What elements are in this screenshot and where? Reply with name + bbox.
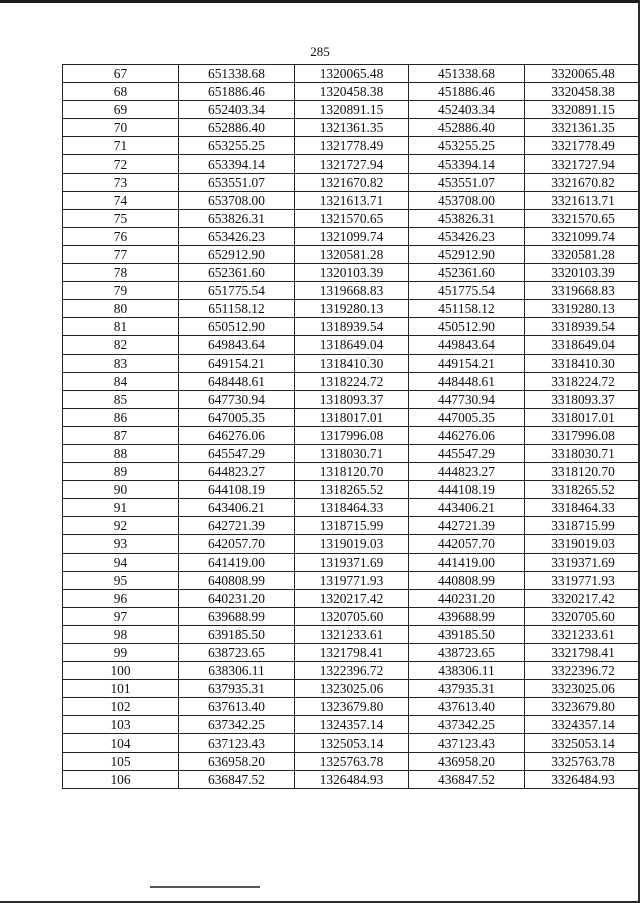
cell-x-coordinate: 639688.99 (179, 607, 295, 625)
cell-point-number: 80 (63, 300, 179, 318)
cell-point-number: 75 (63, 209, 179, 227)
cell-y-coordinate-alt: 3318093.37 (525, 390, 640, 408)
cell-x-coordinate: 651775.54 (179, 282, 295, 300)
cell-x-coordinate-alt: 451338.68 (409, 65, 525, 83)
cell-x-coordinate: 641419.00 (179, 553, 295, 571)
cell-x-coordinate-alt: 451158.12 (409, 300, 525, 318)
cell-y-coordinate-alt: 3324357.14 (525, 716, 640, 734)
cell-x-coordinate-alt: 438723.65 (409, 644, 525, 662)
table-row (63, 644, 640, 662)
cell-point-number: 81 (63, 318, 179, 336)
cell-y-coordinate-alt: 3320217.42 (525, 589, 640, 607)
cell-y-coordinate-alt: 3318715.99 (525, 517, 640, 535)
cell-y-coordinate: 1321778.49 (295, 137, 409, 155)
cell-y-coordinate-alt: 3318464.33 (525, 499, 640, 517)
cell-point-number: 84 (63, 372, 179, 390)
cell-x-coordinate: 640231.20 (179, 589, 295, 607)
cell-x-coordinate: 646276.06 (179, 426, 295, 444)
cell-x-coordinate: 644108.19 (179, 481, 295, 499)
table-row (63, 264, 640, 282)
table-row (63, 191, 640, 209)
cell-y-coordinate-alt: 3319771.93 (525, 571, 640, 589)
cell-x-coordinate-alt: 442721.39 (409, 517, 525, 535)
cell-y-coordinate: 1326484.93 (295, 770, 409, 788)
table-row (63, 752, 640, 770)
cell-x-coordinate-alt: 452403.34 (409, 101, 525, 119)
cell-x-coordinate-alt: 438306.11 (409, 662, 525, 680)
table-row (63, 571, 640, 589)
cell-x-coordinate: 643406.21 (179, 499, 295, 517)
cell-point-number: 96 (63, 589, 179, 607)
cell-x-coordinate: 652403.34 (179, 101, 295, 119)
cell-point-number: 100 (63, 662, 179, 680)
cell-x-coordinate: 637935.31 (179, 680, 295, 698)
cell-x-coordinate: 652886.40 (179, 119, 295, 137)
cell-y-coordinate: 1321570.65 (295, 209, 409, 227)
cell-x-coordinate-alt: 443406.21 (409, 499, 525, 517)
cell-y-coordinate-alt: 3320581.28 (525, 245, 640, 263)
cell-point-number: 97 (63, 607, 179, 625)
cell-y-coordinate: 1320581.28 (295, 245, 409, 263)
cell-point-number: 85 (63, 390, 179, 408)
cell-y-coordinate: 1320065.48 (295, 65, 409, 83)
table-row (63, 336, 640, 354)
cell-x-coordinate: 649843.64 (179, 336, 295, 354)
cell-y-coordinate-alt: 3319371.69 (525, 553, 640, 571)
table-row (63, 209, 640, 227)
cell-y-coordinate: 1319371.69 (295, 553, 409, 571)
cell-point-number: 68 (63, 83, 179, 101)
cell-point-number: 87 (63, 426, 179, 444)
cell-x-coordinate-alt: 437613.40 (409, 698, 525, 716)
cell-point-number: 95 (63, 571, 179, 589)
table-row (63, 65, 640, 83)
table-row (63, 698, 640, 716)
cell-x-coordinate: 651886.46 (179, 83, 295, 101)
cell-y-coordinate-alt: 3318120.70 (525, 463, 640, 481)
cell-x-coordinate-alt: 441419.00 (409, 553, 525, 571)
table-row (63, 625, 640, 643)
cell-point-number: 77 (63, 245, 179, 263)
cell-y-coordinate-alt: 3318017.01 (525, 408, 640, 426)
table-row (63, 408, 640, 426)
page-number: 285 (310, 44, 330, 59)
cell-y-coordinate-alt: 3320705.60 (525, 607, 640, 625)
cell-point-number: 90 (63, 481, 179, 499)
cell-x-coordinate: 636958.20 (179, 752, 295, 770)
cell-x-coordinate-alt: 439688.99 (409, 607, 525, 625)
cell-y-coordinate: 1321361.35 (295, 119, 409, 137)
cell-x-coordinate: 642721.39 (179, 517, 295, 535)
scan-mark (150, 886, 260, 888)
cell-y-coordinate: 1320217.42 (295, 589, 409, 607)
cell-x-coordinate-alt: 448448.61 (409, 372, 525, 390)
table-row (63, 463, 640, 481)
cell-y-coordinate: 1318093.37 (295, 390, 409, 408)
cell-x-coordinate-alt: 446276.06 (409, 426, 525, 444)
cell-y-coordinate: 1318464.33 (295, 499, 409, 517)
cell-point-number: 86 (63, 408, 179, 426)
table-row (63, 680, 640, 698)
cell-y-coordinate-alt: 3323679.80 (525, 698, 640, 716)
table-row (63, 481, 640, 499)
table-row (63, 499, 640, 517)
cell-y-coordinate-alt: 3321727.94 (525, 155, 640, 173)
cell-y-coordinate-alt: 3320065.48 (525, 65, 640, 83)
cell-x-coordinate: 642057.70 (179, 535, 295, 553)
cell-x-coordinate-alt: 453551.07 (409, 173, 525, 191)
cell-point-number: 72 (63, 155, 179, 173)
cell-y-coordinate: 1321233.61 (295, 625, 409, 643)
cell-x-coordinate: 651338.68 (179, 65, 295, 83)
cell-x-coordinate-alt: 453708.00 (409, 191, 525, 209)
cell-point-number: 88 (63, 444, 179, 462)
cell-y-coordinate: 1323025.06 (295, 680, 409, 698)
cell-y-coordinate: 1318265.52 (295, 481, 409, 499)
cell-point-number: 71 (63, 137, 179, 155)
cell-y-coordinate-alt: 3317996.08 (525, 426, 640, 444)
cell-y-coordinate: 1319019.03 (295, 535, 409, 553)
cell-point-number: 67 (63, 65, 179, 83)
cell-point-number: 89 (63, 463, 179, 481)
scan-top-edge (0, 0, 640, 3)
table-row (63, 372, 640, 390)
cell-y-coordinate: 1319668.83 (295, 282, 409, 300)
table-row (63, 245, 640, 263)
table-row (63, 300, 640, 318)
cell-point-number: 79 (63, 282, 179, 300)
cell-x-coordinate-alt: 453826.31 (409, 209, 525, 227)
table-row (63, 662, 640, 680)
table-row (63, 716, 640, 734)
cell-x-coordinate-alt: 442057.70 (409, 535, 525, 553)
cell-y-coordinate: 1325763.78 (295, 752, 409, 770)
cell-x-coordinate-alt: 447730.94 (409, 390, 525, 408)
cell-point-number: 82 (63, 336, 179, 354)
cell-x-coordinate-alt: 452361.60 (409, 264, 525, 282)
table-row (63, 390, 640, 408)
cell-y-coordinate-alt: 3319019.03 (525, 535, 640, 553)
cell-point-number: 92 (63, 517, 179, 535)
cell-x-coordinate: 653255.25 (179, 137, 295, 155)
cell-x-coordinate: 638723.65 (179, 644, 295, 662)
table-row (63, 770, 640, 788)
cell-y-coordinate-alt: 3323025.06 (525, 680, 640, 698)
table-row (63, 101, 640, 119)
cell-x-coordinate-alt: 440231.20 (409, 589, 525, 607)
cell-x-coordinate: 647005.35 (179, 408, 295, 426)
table-row (63, 227, 640, 245)
cell-y-coordinate-alt: 3321570.65 (525, 209, 640, 227)
cell-x-coordinate: 637123.43 (179, 734, 295, 752)
table-row (63, 553, 640, 571)
cell-x-coordinate: 649154.21 (179, 354, 295, 372)
table-row (63, 535, 640, 553)
cell-x-coordinate: 637613.40 (179, 698, 295, 716)
cell-y-coordinate: 1320705.60 (295, 607, 409, 625)
cell-y-coordinate-alt: 3318410.30 (525, 354, 640, 372)
cell-y-coordinate: 1321727.94 (295, 155, 409, 173)
cell-y-coordinate: 1318649.04 (295, 336, 409, 354)
cell-y-coordinate-alt: 3318030.71 (525, 444, 640, 462)
cell-y-coordinate: 1320458.38 (295, 83, 409, 101)
table-row (63, 734, 640, 752)
cell-point-number: 69 (63, 101, 179, 119)
cell-y-coordinate: 1318017.01 (295, 408, 409, 426)
cell-x-coordinate: 653826.31 (179, 209, 295, 227)
cell-x-coordinate: 648448.61 (179, 372, 295, 390)
cell-x-coordinate-alt: 437935.31 (409, 680, 525, 698)
cell-x-coordinate: 638306.11 (179, 662, 295, 680)
cell-x-coordinate-alt: 445547.29 (409, 444, 525, 462)
cell-y-coordinate-alt: 3319280.13 (525, 300, 640, 318)
table-row (63, 173, 640, 191)
cell-x-coordinate: 652912.90 (179, 245, 295, 263)
cell-y-coordinate: 1325053.14 (295, 734, 409, 752)
table-row (63, 517, 640, 535)
cell-y-coordinate: 1321099.74 (295, 227, 409, 245)
cell-x-coordinate-alt: 452912.90 (409, 245, 525, 263)
cell-x-coordinate: 647730.94 (179, 390, 295, 408)
cell-x-coordinate-alt: 447005.35 (409, 408, 525, 426)
table-row (63, 354, 640, 372)
cell-y-coordinate: 1319771.93 (295, 571, 409, 589)
table-row (63, 426, 640, 444)
cell-x-coordinate: 636847.52 (179, 770, 295, 788)
cell-x-coordinate-alt: 453255.25 (409, 137, 525, 155)
cell-point-number: 98 (63, 625, 179, 643)
cell-x-coordinate: 653551.07 (179, 173, 295, 191)
cell-y-coordinate: 1321798.41 (295, 644, 409, 662)
coordinate-table-body (63, 65, 640, 789)
cell-y-coordinate-alt: 3318265.52 (525, 481, 640, 499)
cell-y-coordinate-alt: 3326484.93 (525, 770, 640, 788)
table-row (63, 589, 640, 607)
cell-y-coordinate: 1318120.70 (295, 463, 409, 481)
cell-point-number: 104 (63, 734, 179, 752)
cell-y-coordinate: 1320103.39 (295, 264, 409, 282)
cell-x-coordinate-alt: 449843.64 (409, 336, 525, 354)
table-row (63, 444, 640, 462)
cell-y-coordinate: 1323679.80 (295, 698, 409, 716)
cell-y-coordinate: 1318030.71 (295, 444, 409, 462)
cell-y-coordinate-alt: 3321798.41 (525, 644, 640, 662)
cell-y-coordinate-alt: 3321613.71 (525, 191, 640, 209)
cell-point-number: 93 (63, 535, 179, 553)
cell-point-number: 102 (63, 698, 179, 716)
cell-y-coordinate-alt: 3321778.49 (525, 137, 640, 155)
cell-y-coordinate: 1318224.72 (295, 372, 409, 390)
cell-point-number: 103 (63, 716, 179, 734)
cell-x-coordinate-alt: 436847.52 (409, 770, 525, 788)
cell-y-coordinate: 1318715.99 (295, 517, 409, 535)
cell-x-coordinate: 639185.50 (179, 625, 295, 643)
coordinate-table (62, 64, 640, 789)
cell-x-coordinate: 653708.00 (179, 191, 295, 209)
cell-y-coordinate-alt: 3321361.35 (525, 119, 640, 137)
cell-y-coordinate: 1318939.54 (295, 318, 409, 336)
cell-x-coordinate-alt: 453426.23 (409, 227, 525, 245)
cell-point-number: 99 (63, 644, 179, 662)
cell-y-coordinate-alt: 3318649.04 (525, 336, 640, 354)
cell-y-coordinate: 1318410.30 (295, 354, 409, 372)
cell-x-coordinate-alt: 440808.99 (409, 571, 525, 589)
cell-point-number: 105 (63, 752, 179, 770)
cell-point-number: 78 (63, 264, 179, 282)
cell-point-number: 74 (63, 191, 179, 209)
cell-y-coordinate-alt: 3321670.82 (525, 173, 640, 191)
cell-y-coordinate: 1319280.13 (295, 300, 409, 318)
cell-x-coordinate: 637342.25 (179, 716, 295, 734)
cell-x-coordinate-alt: 444823.27 (409, 463, 525, 481)
cell-point-number: 91 (63, 499, 179, 517)
cell-x-coordinate-alt: 452886.40 (409, 119, 525, 137)
cell-y-coordinate-alt: 3322396.72 (525, 662, 640, 680)
cell-point-number: 83 (63, 354, 179, 372)
table-row (63, 607, 640, 625)
cell-y-coordinate-alt: 3325053.14 (525, 734, 640, 752)
cell-point-number: 106 (63, 770, 179, 788)
cell-y-coordinate-alt: 3325763.78 (525, 752, 640, 770)
cell-point-number: 73 (63, 173, 179, 191)
table-row (63, 155, 640, 173)
cell-x-coordinate: 645547.29 (179, 444, 295, 462)
cell-point-number: 76 (63, 227, 179, 245)
cell-x-coordinate: 640808.99 (179, 571, 295, 589)
cell-x-coordinate: 653394.14 (179, 155, 295, 173)
table-row (63, 83, 640, 101)
cell-y-coordinate: 1321670.82 (295, 173, 409, 191)
table-row (63, 282, 640, 300)
cell-x-coordinate: 653426.23 (179, 227, 295, 245)
cell-x-coordinate: 644823.27 (179, 463, 295, 481)
cell-point-number: 94 (63, 553, 179, 571)
table-row (63, 119, 640, 137)
cell-x-coordinate-alt: 439185.50 (409, 625, 525, 643)
cell-x-coordinate-alt: 449154.21 (409, 354, 525, 372)
cell-point-number: 101 (63, 680, 179, 698)
cell-y-coordinate: 1317996.08 (295, 426, 409, 444)
cell-x-coordinate-alt: 453394.14 (409, 155, 525, 173)
cell-x-coordinate-alt: 450512.90 (409, 318, 525, 336)
cell-y-coordinate-alt: 3320103.39 (525, 264, 640, 282)
cell-y-coordinate-alt: 3320891.15 (525, 101, 640, 119)
cell-y-coordinate-alt: 3321233.61 (525, 625, 640, 643)
cell-y-coordinate-alt: 3320458.38 (525, 83, 640, 101)
cell-y-coordinate: 1322396.72 (295, 662, 409, 680)
cell-y-coordinate-alt: 3318939.54 (525, 318, 640, 336)
cell-y-coordinate: 1320891.15 (295, 101, 409, 119)
table-row (63, 137, 640, 155)
cell-x-coordinate: 651158.12 (179, 300, 295, 318)
cell-x-coordinate-alt: 451886.46 (409, 83, 525, 101)
cell-point-number: 70 (63, 119, 179, 137)
cell-y-coordinate-alt: 3321099.74 (525, 227, 640, 245)
cell-x-coordinate-alt: 437123.43 (409, 734, 525, 752)
cell-y-coordinate: 1321613.71 (295, 191, 409, 209)
cell-x-coordinate: 652361.60 (179, 264, 295, 282)
cell-x-coordinate: 650512.90 (179, 318, 295, 336)
cell-x-coordinate-alt: 437342.25 (409, 716, 525, 734)
cell-y-coordinate-alt: 3318224.72 (525, 372, 640, 390)
cell-y-coordinate: 1324357.14 (295, 716, 409, 734)
cell-x-coordinate-alt: 444108.19 (409, 481, 525, 499)
cell-y-coordinate-alt: 3319668.83 (525, 282, 640, 300)
cell-x-coordinate-alt: 451775.54 (409, 282, 525, 300)
table-row (63, 318, 640, 336)
cell-x-coordinate-alt: 436958.20 (409, 752, 525, 770)
